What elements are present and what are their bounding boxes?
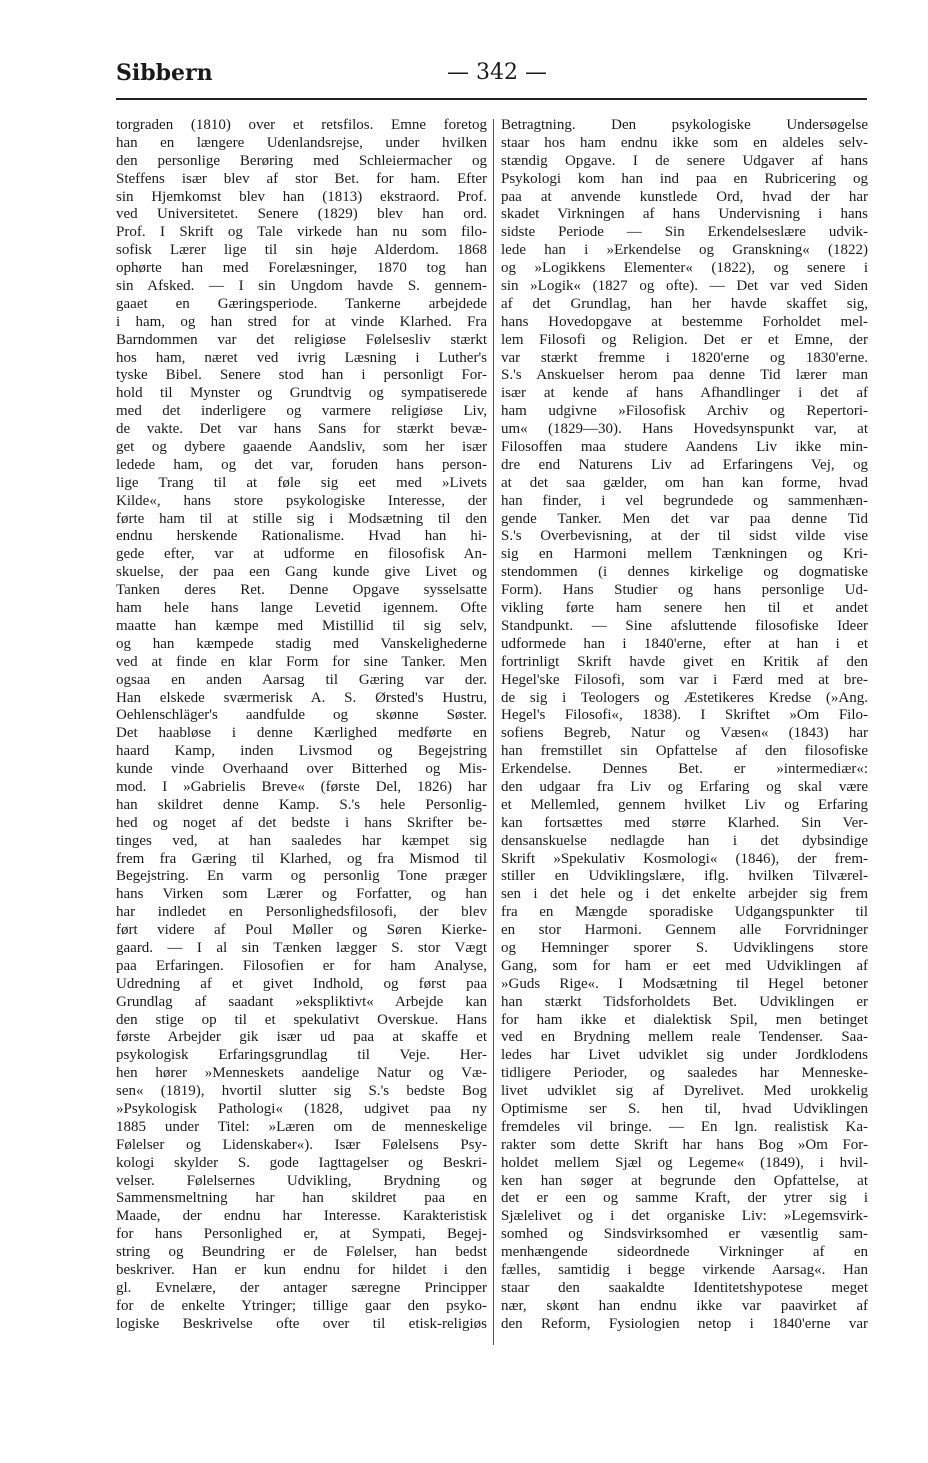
text-line: skadet Virkningen af hans Undervisning i hans — [501, 206, 868, 223]
text-line: stændig Opgave. I de senere Udgaver af hans — [501, 152, 868, 169]
text-line: sen i det hele og i det enkelte arbejder sig frem — [501, 886, 868, 903]
text-line: Hegel'ske Filosofi, som var i Færd med at bre- — [501, 671, 868, 688]
text-line: sin Afsked. — I sin Ungdom havde S. gennem- — [116, 278, 487, 295]
page-header — [116, 60, 866, 90]
text-line: sin Hjemkomst blev han (1813) ekstraord. Prof. — [116, 188, 487, 205]
text-line: han finder, i vel begrundede og sammenhæn- — [501, 492, 868, 509]
text-line: tidligere Perioder, og saaledes har Menneske- — [501, 1065, 868, 1082]
text-line: for de enkelte Ytringer; tillige gaar den psyko- — [116, 1297, 487, 1314]
text-line: og Hemninger sporer S. Udviklingens store — [501, 939, 868, 956]
text-line: udformede han i 1840'erne, efter at han i et — [501, 635, 868, 652]
right-text-column — [501, 117, 868, 1334]
text-line: de sig i Teologers og Æstetikeres Kredse (»Ang. — [501, 689, 868, 706]
text-line: gede efter, var at udforme en filosofisk An- — [116, 546, 487, 563]
text-line: ved Universitetet. Senere (1829) blev han ord. — [116, 206, 487, 223]
text-line: de vakte. Det var hans Sans for stærkt bevæ- — [116, 421, 487, 438]
header-rule — [116, 98, 867, 100]
text-line: Steffens især blev af stor Bet. for ham. Efter — [116, 170, 487, 187]
text-line: Hegel's Filosofi«, 1838). I Skriftet »Om Filo- — [501, 707, 868, 724]
text-line: Udredning af et givet Indhold, og først paa — [116, 975, 487, 992]
text-line: ham hele hans lange Levetid igennem. Ofte — [116, 600, 487, 617]
text-line: sofiens Begreb, Natur og Væsen« (1843) har — [501, 725, 868, 742]
text-line: stiller en Udviklingslære, iflg. hvilken Tilværel- — [501, 868, 868, 885]
text-line: gaard. — I al sin Tænken lægger S. stor Vægt — [116, 939, 487, 956]
text-line: somhed og Sindsvirksomhed er væsentlig sam- — [501, 1226, 868, 1243]
text-line: holdet mellem Sjæl og Legeme« (1849), i hvil- — [501, 1154, 868, 1171]
text-line: i ham, og han stred for at vinde Klarhed. Fra — [116, 313, 487, 330]
text-line: Skrift »Spekulativ Kosmologi« (1846), der frem- — [501, 850, 868, 867]
text-line: Sjælelivet og i det organiske Liv: »Legemsvirk- — [501, 1208, 868, 1225]
text-line: Oehlenschläger's aandfulde og skønne Søster. — [116, 707, 487, 724]
text-line: og han kæmpede stadig med Vanskelighederne — [116, 635, 487, 652]
text-line: psykologisk Erfaringsgrundlag til Veje. Her- — [116, 1047, 487, 1064]
text-line: for ham ikke et dialektisk Spil, men betinget — [501, 1011, 868, 1028]
text-line: sidste Periode — Sin Erkendelseslære udvik- — [501, 224, 868, 241]
text-line: Sammensmeltning har han skildret paa en — [116, 1190, 487, 1207]
text-line: en stor Harmoni. Gennem alle Forvridninger — [501, 922, 868, 939]
text-line: kologi skylder S. gode Iagttagelser og Beskri- — [116, 1154, 487, 1171]
text-line: sig en Harmoni mellem Tænkningen og Kri- — [501, 546, 868, 563]
text-line: ved at finde en klar Form for sine Tanker. Men — [116, 653, 487, 670]
running-head: Sibbern — [116, 60, 213, 86]
text-line: dre end Naturens Liv ad Erfaringens Vej, og — [501, 456, 868, 473]
text-line: det er een og samme Kraft, der ytrer sig i — [501, 1190, 868, 1207]
text-line: tyske Bibel. Senere stod han i personligt For- — [116, 367, 487, 384]
text-line: hans Virken som Lærer og Forfatter, og han — [116, 886, 487, 903]
text-line: hos ham, næret ved ivrig Læsning i Luther's — [116, 349, 487, 366]
text-line: den stige op til et spekulativt Overskue. Hans — [116, 1011, 487, 1028]
text-line: den udgaar fra Liv og Erfaring og skal være — [501, 778, 868, 795]
text-line: han stærkt Tidsforholdets Bet. Udviklingen er — [501, 993, 868, 1010]
text-line: livet udviklet sig af Dyrelivet. Med urokkelig — [501, 1083, 868, 1100]
text-line: gl. Evnelære, der antager særegne Principper — [116, 1279, 487, 1296]
text-line: Begejstring. En varm og personlig Tone præger — [116, 868, 487, 885]
page-number: — 342 — — [447, 60, 547, 85]
text-line: maatte han kæmpe med Mistillid til sig selv, — [116, 617, 487, 634]
text-line: um« (1829—30). Hans Hovedsynspunkt var, at — [501, 421, 868, 438]
text-line: menhængende sideordnede Virkninger af en — [501, 1244, 868, 1261]
text-line: S.'s Anskuelser herom paa denne Tid lærer man — [501, 367, 868, 384]
text-line: mod. I »Gabrielis Breve« (første Del, 1826) har — [116, 778, 487, 795]
text-line: Han elskede sværmerisk A. S. Ørsted's Hustru, — [116, 689, 487, 706]
text-line: Form). Hans Studier og hans personlige Ud- — [501, 582, 868, 599]
text-line: Barndommen var det religiøse Følelsesliv stærkt — [116, 331, 487, 348]
text-line: fremdeles vil bringe. — En lgn. realistisk Ka- — [501, 1118, 868, 1135]
text-line: ved en Brydning mellem reale Tendenser. Saa- — [501, 1029, 868, 1046]
text-line: førte ham til at stille sig i Modsætning til den — [116, 510, 487, 527]
text-line: gaaet en Gæringsperiode. Tankerne arbejdede — [116, 295, 487, 312]
text-line: logiske Beskrivelse ofte over til etisk-religiøs — [116, 1315, 487, 1332]
text-line: fortrinligt Skrift havde givet en Kritik af den — [501, 653, 868, 670]
text-line: første Arbejder gik især ud paa at skaffe et — [116, 1029, 487, 1046]
text-line: velser. Følelsernes Udvikling, Brydning og — [116, 1172, 487, 1189]
text-line: lige Trang til at føle sig eet med »Livets — [116, 474, 487, 491]
text-line: Filosoffen maa studere Aandens Liv ikke min- — [501, 439, 868, 456]
text-line: »Psykologisk Pathologi« (1828, udgivet paa ny — [116, 1100, 487, 1117]
text-line: 1885 under Titel: »Læren om de menneskelige — [116, 1118, 487, 1135]
text-line: hen hører »Menneskets aandelige Natur og Væ- — [116, 1065, 487, 1082]
text-line: staar den saakaldte Identitetshypotese meget — [501, 1279, 868, 1296]
text-line: at det saa gælder, om han kan forme, hvad — [501, 474, 868, 491]
text-line: paa Erfaringen. Filosofien er for ham Analyse, — [116, 957, 487, 974]
text-line: Standpunkt. — Sine afsluttende filosofiske Ideer — [501, 617, 868, 634]
text-line: hans Hovedopgave at bestemme Forholdet mel- — [501, 313, 868, 330]
text-line: nær, skønt han endnu ikke var paavirket af — [501, 1297, 868, 1314]
text-line: ledede ham, og det var, foruden hans person- — [116, 456, 487, 473]
text-line: ophørte han med Forelæsninger, 1870 tog han — [116, 260, 487, 277]
text-line: sin »Logik« (1827 og ofte). — Det var ved Siden — [501, 278, 868, 295]
text-line: hold til Mynster og Grundtvig og sympatiserede — [116, 385, 487, 402]
text-line: for hans Personlighed er, at Sympati, Begej- — [116, 1226, 487, 1243]
text-line: han skildret denne Kamp. S.'s hele Personlig- — [116, 796, 487, 813]
text-line: torgraden (1810) over et retsfilos. Emne foretog — [116, 117, 487, 133]
text-line: staar hos ham endnu ikke som en aldeles selv- — [501, 134, 868, 151]
text-line: haard Kamp, inden Livsmod og Begejstring — [116, 743, 487, 760]
text-line: Grundlag af saadant »ekspliktivt« Arbejde kan — [116, 993, 487, 1010]
text-line: Maade, der endnu har Interesse. Karakteristisk — [116, 1208, 487, 1225]
text-line: den Reform, Fysiologien netop i 1840'erne var — [501, 1315, 868, 1332]
text-line: ogsaa en anden Aarsag til Gæring var der. — [116, 671, 487, 688]
text-line: ken han søger at begrunde den Opfattelse, at — [501, 1172, 868, 1189]
text-line: skuelse, der paa een Gang kunde give Livet og — [116, 564, 487, 581]
text-line: Følelser og Lidenskaber«). Især Følelsens Psy- — [116, 1136, 487, 1153]
text-line: densanskuelse nedlagde han i det dybsindige — [501, 832, 868, 849]
text-line: fælles, samtidig i begge virkende Aarsag«. Han — [501, 1262, 868, 1278]
text-line: var stærkt fremme i 1820'erne og 1830'erne. — [501, 349, 868, 366]
text-line: lem Filosofi og Religion. Det er et Emne, der — [501, 331, 868, 348]
column-divider — [493, 119, 494, 1345]
text-line: Tanken deres Ret. Denne Opgave sysselsatte — [116, 582, 487, 599]
left-text-column — [116, 117, 487, 1334]
text-line: Psykologi kom han ind paa en Rubricering og — [501, 170, 868, 187]
text-line: og »Logikkens Elementer« (1822), og senere i — [501, 260, 868, 277]
text-line: fra en Mængde sporadiske Udgangspunkter til — [501, 904, 868, 921]
text-line: »Guds Rige«. I Modsætning til Hegel betoner — [501, 975, 868, 992]
text-line: get og dybere gaaende Aandsliv, som her især — [116, 439, 487, 456]
text-line: især at kende af hans Afhandlinger i det af — [501, 385, 868, 402]
text-line: Erkendelse. Dennes Bet. er »intermediær«: — [501, 761, 868, 778]
text-line: frem fra Gæring til Klarhed, og fra Mismod til — [116, 850, 487, 867]
text-line: S.'s Overbevisning, at der til sidst vilde vise — [501, 528, 868, 545]
text-line: hed og noget af det bedste i hans Skrifter be- — [116, 814, 487, 831]
text-line: han en længere Udenlandsrejse, under hvilken — [116, 134, 487, 151]
text-line: endnu herskende Rationalisme. Hvad han hi- — [116, 528, 487, 545]
text-line: tinges ved, at han saaledes har kæmpet sig — [116, 832, 487, 849]
text-line: Prof. I Skrift og Tale virkede han nu som filo- — [116, 224, 487, 241]
text-line: lede han i »Erkendelse og Granskning« (1822) — [501, 242, 868, 259]
text-line: ført videre af Poul Møller og Søren Kierke- — [116, 922, 487, 939]
text-line: paa at anvende kunstlede Ord, hvad der har — [501, 188, 868, 205]
text-line: string og Beundring er de Følelser, han bedst — [116, 1244, 487, 1261]
text-line: den personlige Berøring med Schleiermacher og — [116, 152, 487, 169]
text-line: Gang, som for ham er eet med Udviklingen af — [501, 957, 868, 974]
text-line: han fremstillet sin Opfattelse af den filosofiske — [501, 743, 868, 760]
text-line: Kilde«, hans store psykologiske Interesse, der — [116, 492, 487, 509]
text-line: beskriver. Han er kun endnu for hildet i den — [116, 1262, 487, 1278]
text-line: sen« (1819), hvortil slutter sig S.'s bedste Bog — [116, 1083, 487, 1100]
text-line: rakter som dette Skrift har hans Bog »Om For- — [501, 1136, 868, 1153]
text-line: har indledet en Personlighedsfilosofi, der blev — [116, 904, 487, 921]
text-line: et Mellemled, gennem hvilket Liv og Erfaring — [501, 796, 868, 813]
text-line: gende Tanker. Men det var paa denne Tid — [501, 510, 868, 527]
text-line: af det Grundlag, han her havde skaffet sig, — [501, 295, 868, 312]
text-line: stendommen (i dennes kirkelige og dogmatiske — [501, 564, 868, 581]
text-line: Optimisme ser S. hen til, hvad Udviklingen — [501, 1100, 868, 1117]
text-line: ledes har Livet udviklet sig under Jordklodens — [501, 1047, 868, 1064]
text-line: kunde vinde Overhaand over Bitterhed og Mis- — [116, 761, 487, 778]
text-line: Det haabløse i denne Kærlighed medførte en — [116, 725, 487, 742]
text-line: Betragtning. Den psykologiske Undersøgelse — [501, 117, 868, 133]
text-line: sofisk Lærer lige til sin høje Alderdom. 1868 — [116, 242, 487, 259]
text-line: ham udgivne »Filosofisk Archiv og Repertori- — [501, 403, 868, 420]
text-line: kan fortsættes med større Klarhed. Sin Ver- — [501, 814, 868, 831]
text-line: vikling førte ham senere hen til et andet — [501, 600, 868, 617]
text-line: med det inderligere og varmere religiøse Liv, — [116, 403, 487, 420]
